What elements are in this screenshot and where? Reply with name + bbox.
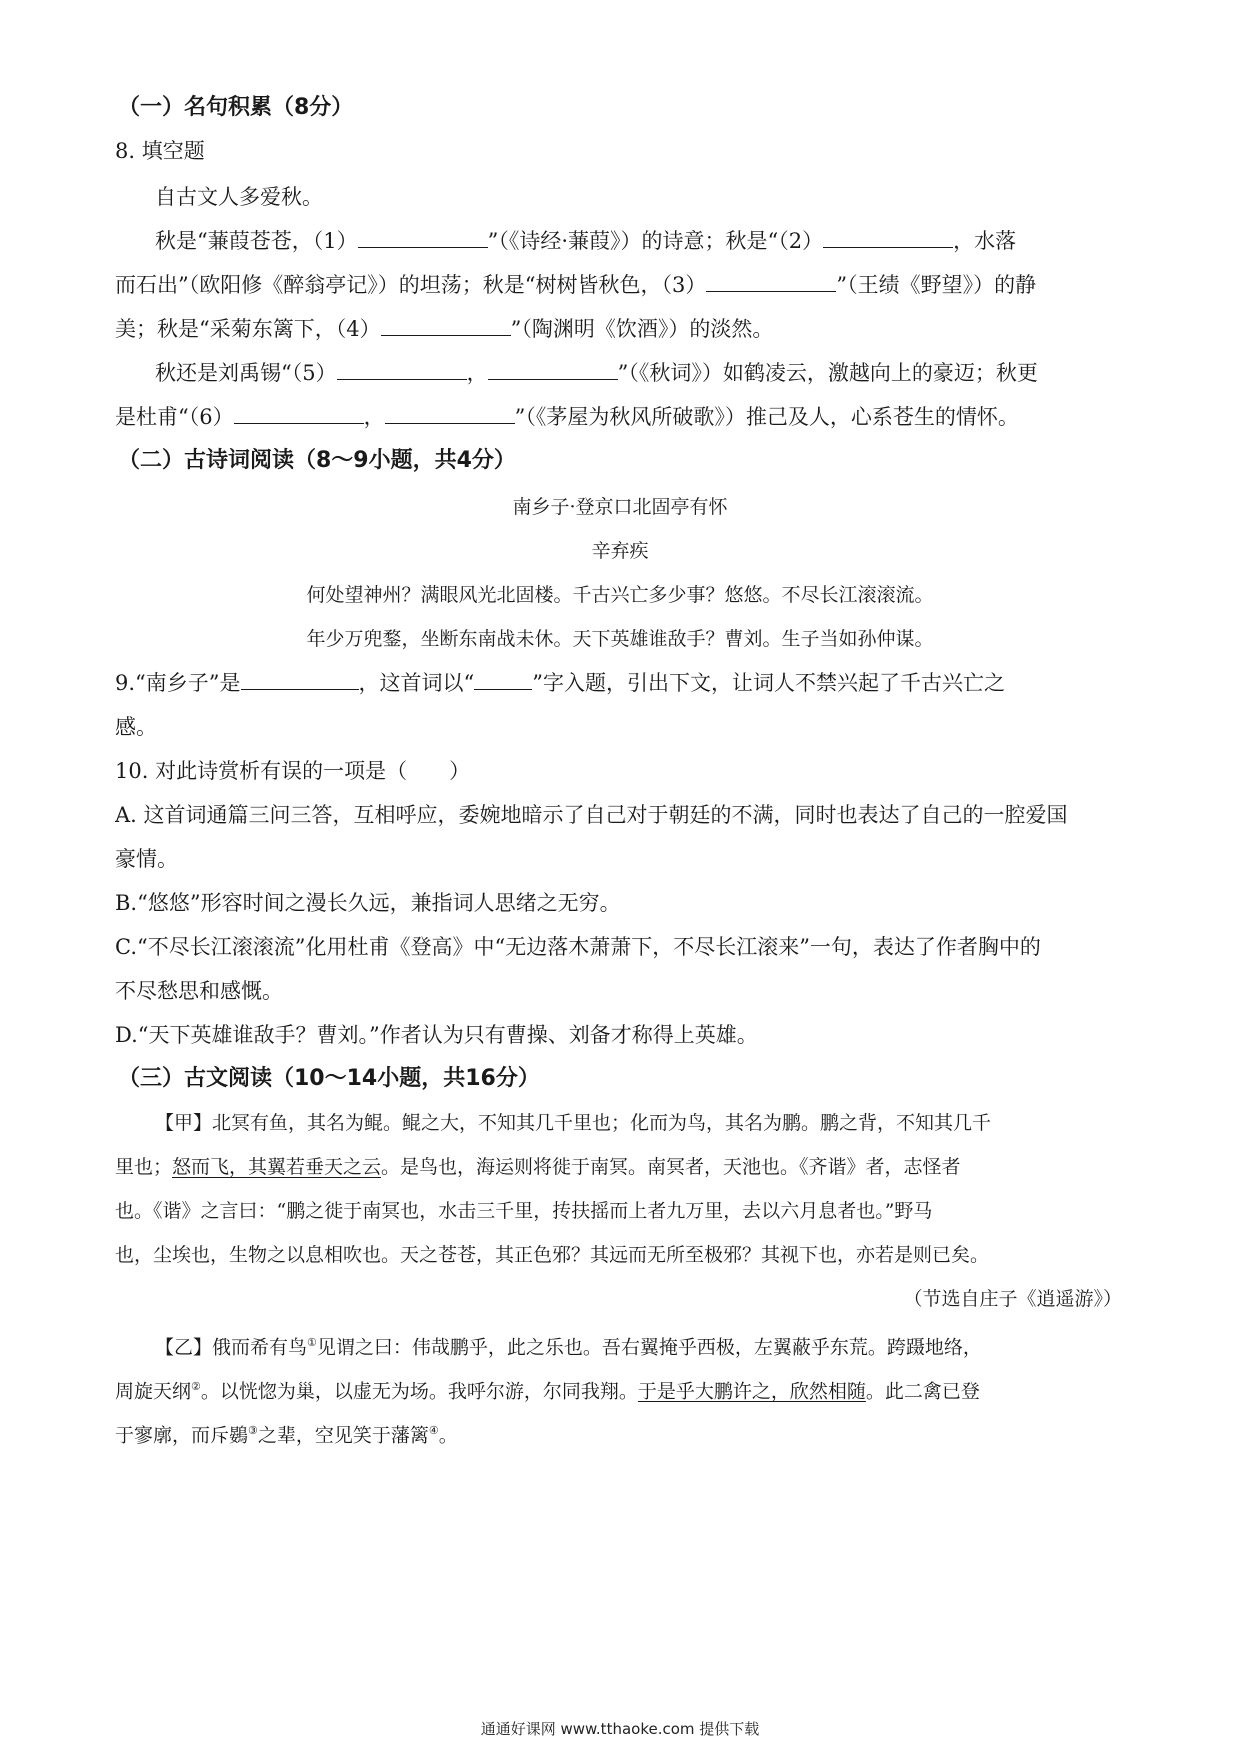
answer-blank-6b[interactable] xyxy=(385,403,515,424)
text-fragment: 里也； xyxy=(115,1156,173,1178)
q8-paragraph-line xyxy=(115,314,1125,344)
option-b[interactable]: B.“悠悠”形容时间之漫长久远，兼指词人思绪之无穷。 xyxy=(115,891,621,915)
answer-blank-q9a[interactable] xyxy=(241,669,359,690)
option-d[interactable]: D.“天下英雄谁敌手？曹刘。”作者认为只有曹操、刘备才称得上英雄。 xyxy=(115,1023,758,1047)
text-fragment: 秋是“蒹葭苍苍，（1） xyxy=(155,229,358,253)
text-fragment: ”（《诗经·蒹葭》）的诗意；秋是“（2） xyxy=(487,229,824,253)
text-fragment: 而石出”（欧阳修《醉翁亭记》）的坦荡；秋是“树树皆秋色，（3） xyxy=(115,273,707,297)
question-8-head: 8. 填空题 xyxy=(115,139,205,163)
q8-paragraph-line xyxy=(115,270,1125,300)
text-fragment: ”（陶渊明《饮酒》）的淡然。 xyxy=(510,317,774,341)
footnote-marker: ③ xyxy=(248,1424,258,1437)
answer-blank-1[interactable] xyxy=(358,227,488,248)
text-fragment: 。以恍惚为巢，以虚无为场。我呼尔游，尔同我翔。 xyxy=(200,1380,638,1403)
poem-line-1: 何处望神州？满眼风光北固楼。千古兴亡多少事？悠悠。不尽长江滚滚流。 xyxy=(306,584,934,606)
poem-line-2: 年少万兜鍪，坐断东南战未休。天下英雄谁敌手？曹刘。生子当如孙仲谋。 xyxy=(306,628,934,650)
passage-yi-line-3 xyxy=(115,1416,1125,1450)
answer-blank-2[interactable] xyxy=(823,227,953,248)
section-heading-3: （三）古文阅读（10～14小题，共16分） xyxy=(118,1066,540,1091)
text-fragment: ，这首词以“ xyxy=(358,671,475,695)
text-fragment: 是杜甫“（6） xyxy=(115,405,234,429)
poem-author: 辛弃疾 xyxy=(591,540,649,562)
answer-blank-q9b[interactable] xyxy=(474,669,532,690)
option-a[interactable]: A. 这首词通篇三问三答，互相呼应，委婉地暗示了自己对于朝廷的不满，同时也表达了自己的一腔爱国 xyxy=(115,803,1068,827)
footnote-marker: ④ xyxy=(428,1424,439,1437)
text-fragment: 于寥廓，而斥鷃 xyxy=(115,1424,249,1447)
answer-blank-5a[interactable] xyxy=(337,359,467,380)
text-fragment: 。是鸟也，海运则将徙于南冥。南冥者，天池也。《齐谐》者，志怪者 xyxy=(381,1156,961,1178)
text-fragment: 。此二禽已登 xyxy=(865,1380,980,1403)
text-fragment: 之辈，空见笑于藩篱 xyxy=(257,1424,429,1447)
q8-intro: 自古文人多爱秋。 xyxy=(155,185,323,209)
option-a-cont: 豪情。 xyxy=(115,847,178,871)
text-fragment: ”字入题，引出下文，让词人不禁兴起了千古兴亡之 xyxy=(532,671,1005,695)
passage-jia-line-3: 也。《谐》之言曰：“鹏之徙于南冥也，水击三千里，抟扶摇而上者九万里，去以六月息者也。”野马 xyxy=(115,1200,933,1222)
footnote-marker: ① xyxy=(307,1336,317,1349)
q8-paragraph-line xyxy=(115,402,1125,432)
text-fragment: 【乙】俄而希有鸟 xyxy=(155,1336,308,1359)
answer-blank-5b[interactable] xyxy=(488,359,618,380)
answer-blank-6a[interactable] xyxy=(234,403,364,424)
question-9 xyxy=(115,668,1125,698)
passage-yi-line-1 xyxy=(155,1328,1125,1362)
text-fragment: 秋还是刘禹锡“（5） xyxy=(155,361,337,385)
option-c[interactable]: C.“不尽长江滚滚流”化用杜甫《登高》中“无边落木萧萧下，不尽长江滚来”一句，表达了作者胸中的 xyxy=(115,935,1041,959)
text-fragment: ”（《茅屋为秋风所破歌》）推己及人，心系苍生的情怀。 xyxy=(514,405,1019,429)
text-fragment: ， xyxy=(363,405,385,429)
text-fragment: ”（《秋词》）如鹤凌云，激越向上的豪迈；秋更 xyxy=(617,361,1038,385)
question-9-cont: 感。 xyxy=(115,715,157,739)
page-footer[interactable]: 通通好课网 www.tthaoke.com 提供下载 xyxy=(480,1720,760,1738)
question-10-head: 10. 对此诗赏析有误的一项是（ ） xyxy=(115,759,471,783)
passage-jia-line-4: 也，尘埃也，生物之以息相吹也。天之苍苍，其正色邪？其远而无所至极邪？其视下也，亦若是则已矣。 xyxy=(115,1244,990,1266)
answer-blank-4[interactable] xyxy=(381,315,511,336)
text-fragment: 周旋天纲 xyxy=(115,1380,192,1403)
option-c-cont: 不尽愁思和感慨。 xyxy=(115,979,283,1003)
text-fragment: 9.“南乡子”是 xyxy=(115,671,241,695)
q8-paragraph-line xyxy=(155,226,1125,256)
poem-title: 南乡子·登京口北固亭有怀 xyxy=(512,496,728,518)
underlined-sentence: 于是乎大鹏许之，欣然相随 xyxy=(637,1380,866,1403)
q8-paragraph-line xyxy=(155,358,1125,388)
text-fragment: 。 xyxy=(438,1424,458,1447)
text-fragment: ，水落 xyxy=(953,229,1017,253)
passage-yi-line-2 xyxy=(115,1372,1125,1406)
passage-source: （节选自庄子《逍遥游》） xyxy=(903,1288,1122,1310)
text-fragment: 见谓之曰：伟哉鹏乎，此之乐也。吾右翼掩乎西极，左翼蔽乎东荒。跨蹑地络， xyxy=(316,1336,982,1359)
answer-blank-3[interactable] xyxy=(706,271,836,292)
passage-jia-line-1: 【甲】北冥有鱼，其名为鲲。鲲之大，不知其几千里也；化而为鸟，其名为鹏。鹏之背，不知其几千 xyxy=(155,1112,992,1134)
underlined-sentence: 怒而飞，其翼若垂天之云 xyxy=(172,1156,382,1178)
footnote-marker: ② xyxy=(191,1380,201,1393)
passage-jia-line-2 xyxy=(115,1152,1125,1182)
text-fragment: ”（王绩《野望》）的静 xyxy=(836,273,1037,297)
section-heading-1: （一）名句积累（8分） xyxy=(118,95,354,120)
text-fragment: ， xyxy=(466,361,488,385)
text-fragment: 美；秋是“采菊东篱下，（4） xyxy=(115,317,381,341)
section-heading-2: （二）古诗词阅读（8～9小题，共4分） xyxy=(118,448,516,473)
